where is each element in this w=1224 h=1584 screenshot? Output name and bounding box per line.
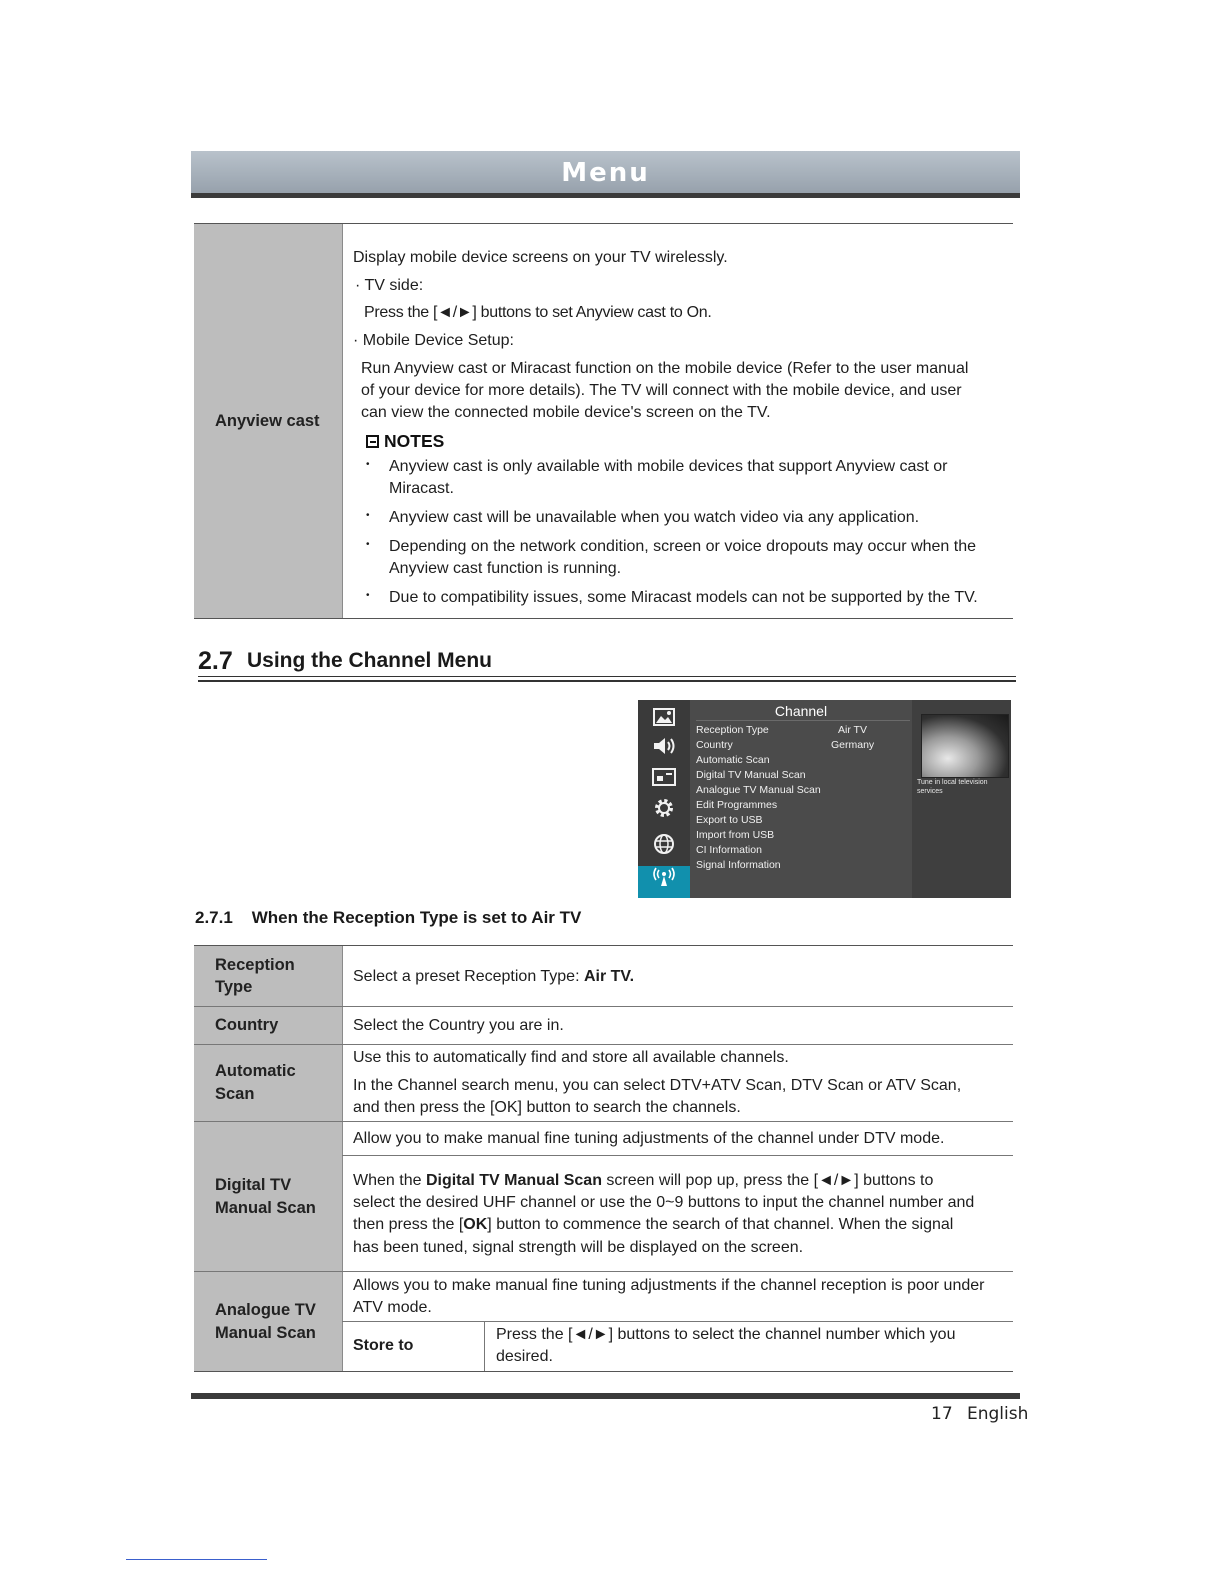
note-line: Miracast. <box>389 480 454 497</box>
picture-icon <box>638 705 690 735</box>
bullet-icon: • <box>366 539 370 550</box>
automatic-scan-text: Use this to automatically find and store all available channels. <box>353 1049 789 1066</box>
mobile-line: of your device for more details). The TV will connect with the mobile device, and user <box>361 382 962 399</box>
mobile-line: Run Anyview cast or Miracast function on the mobile device (Refer to the user manual <box>361 360 969 377</box>
reception-type-value: Air TV. <box>583 968 635 985</box>
tv-menu-item[interactable]: Country <box>696 739 733 751</box>
note-line: Anyview cast is only available with mobile devices that support Anyview cast or <box>389 458 948 475</box>
automatic-scan-text: and then press the [OK] button to search the channels. <box>353 1099 741 1116</box>
row-divider <box>194 1006 1013 1007</box>
digital-scan-text: has been tuned, signal strength will be displayed on the screen. <box>353 1239 804 1256</box>
subsection-heading <box>195 908 581 928</box>
automatic-scan-label: Scan <box>215 1085 255 1103</box>
channel-list-icon <box>638 766 690 796</box>
anyview-intro: Display mobile device screens on your TV wirelessly. <box>353 249 728 266</box>
section-divider <box>198 680 1016 682</box>
network-icon <box>638 833 690 863</box>
section-number: 2.7 <box>198 647 233 675</box>
section-divider <box>198 676 1016 677</box>
anyview-label-cell <box>194 224 343 618</box>
note-line: Due to compatibility issues, some Miracast models can not be supported by the TV. <box>389 589 978 606</box>
satellite-dish-image <box>921 714 1009 778</box>
note-line: Anyview cast function is running. <box>389 560 622 577</box>
notes-heading <box>366 431 444 452</box>
note-line: Anyview cast will be unavailable when you watch video via any application. <box>389 509 920 526</box>
header-banner <box>191 151 1020 198</box>
tv-preview-description: Tune in local television services <box>917 779 988 795</box>
row-divider <box>342 1155 1013 1156</box>
tv-menu-title: Channel <box>774 703 828 719</box>
cell-divider <box>484 1321 485 1371</box>
reception-type-label: Reception <box>215 956 295 974</box>
anyview-label: Anyview cast <box>215 412 320 430</box>
page-number: 17 <box>931 1404 953 1424</box>
notes-icon <box>366 435 379 448</box>
tv-menu-item[interactable]: Signal Information <box>696 859 781 871</box>
bullet-icon: • <box>366 459 370 470</box>
row-divider <box>342 1321 1013 1322</box>
digital-scan-text: Allow you to make manual fine tuning adjustments of the channel under DTV mode. <box>353 1130 945 1147</box>
tv-menu-item[interactable]: Analogue TV Manual Scan <box>696 784 821 796</box>
row-divider <box>194 1271 1013 1272</box>
page-title: Menu <box>561 158 650 188</box>
subsection-title: When the Reception Type is set to Air TV <box>251 908 582 927</box>
country-label: Country <box>215 1016 279 1034</box>
mobile-label: · Mobile Device Setup: <box>353 332 514 349</box>
footer-language: English <box>967 1404 1029 1424</box>
digital-scan-label: Manual Scan <box>215 1199 316 1217</box>
digital-scan-text: select the desired UHF channel or use the 0~9 buttons to input the channel number and <box>353 1194 975 1211</box>
automatic-scan-label: Automatic <box>215 1062 296 1080</box>
settings-icon <box>638 797 690 827</box>
store-to-label: Store to <box>353 1337 414 1354</box>
row-divider <box>194 1044 1013 1045</box>
channel-settings-table <box>194 945 1013 1372</box>
section-title: Using the Channel Menu <box>247 649 493 672</box>
tv-menu-item[interactable]: CI Information <box>696 844 762 856</box>
reception-type-label: Type <box>215 978 253 996</box>
tv-channel-screenshot <box>638 700 1011 898</box>
tv-side-text: Press the [◄/►] buttons to set Anyview cast to On. <box>364 304 712 321</box>
store-to-text: desired. <box>496 1348 553 1365</box>
digital-scan-text: then press the [OK] button to commence the search of that channel. When the signal <box>353 1216 954 1233</box>
mobile-line: can view the connected mobile device's screen on the TV. <box>361 404 771 421</box>
antenna-icon <box>638 866 690 898</box>
tv-title-divider <box>696 720 910 721</box>
tv-menu-item[interactable]: Import from USB <box>696 829 775 841</box>
analogue-scan-label: Manual Scan <box>215 1324 316 1342</box>
digital-scan-text: When the Digital TV Manual Scan screen will pop up, press the [◄/►] buttons to <box>353 1172 934 1189</box>
note-line: Depending on the network condition, screen or voice dropouts may occur when the <box>389 538 977 555</box>
tv-menu-item[interactable]: Automatic Scan <box>696 754 770 766</box>
bullet-icon: • <box>366 510 370 521</box>
reception-type-text: Select a preset Reception Type: Air TV. <box>353 968 635 985</box>
row-divider <box>194 1121 1013 1122</box>
store-to-text: Press the [◄/►] buttons to select the channel number which you <box>496 1326 956 1343</box>
subsection-number: 2.7.1 <box>195 908 233 927</box>
footer-divider <box>191 1393 1020 1399</box>
tv-menu-item[interactable]: Edit Programmes <box>696 799 778 811</box>
tv-side-label: · TV side: <box>355 277 424 294</box>
notes-title: NOTES <box>384 431 445 451</box>
bullet-icon: • <box>366 590 370 601</box>
tv-menu-value: Germany <box>831 739 875 751</box>
tv-sidebar <box>638 700 690 898</box>
country-text: Select the Country you are in. <box>353 1017 564 1034</box>
tv-preview-panel <box>912 700 1011 898</box>
tv-menu-item[interactable]: Reception Type <box>696 724 769 736</box>
automatic-scan-text: In the Channel search menu, you can select DTV+ATV Scan, DTV Scan or ATV Scan, <box>353 1077 962 1094</box>
analogue-scan-text: ATV mode. <box>353 1299 432 1316</box>
decorative-line <box>126 1559 267 1560</box>
sound-icon <box>638 735 690 765</box>
analogue-scan-label: Analogue TV <box>215 1301 316 1319</box>
tv-menu-item[interactable]: Export to USB <box>696 814 763 826</box>
analogue-scan-text: Allows you to make manual fine tuning adjustments if the channel reception is poor under <box>353 1277 985 1294</box>
digital-scan-label: Digital TV <box>215 1176 292 1194</box>
tv-menu-value: Air TV <box>838 724 867 736</box>
tv-menu-item[interactable]: Digital TV Manual Scan <box>696 769 806 781</box>
